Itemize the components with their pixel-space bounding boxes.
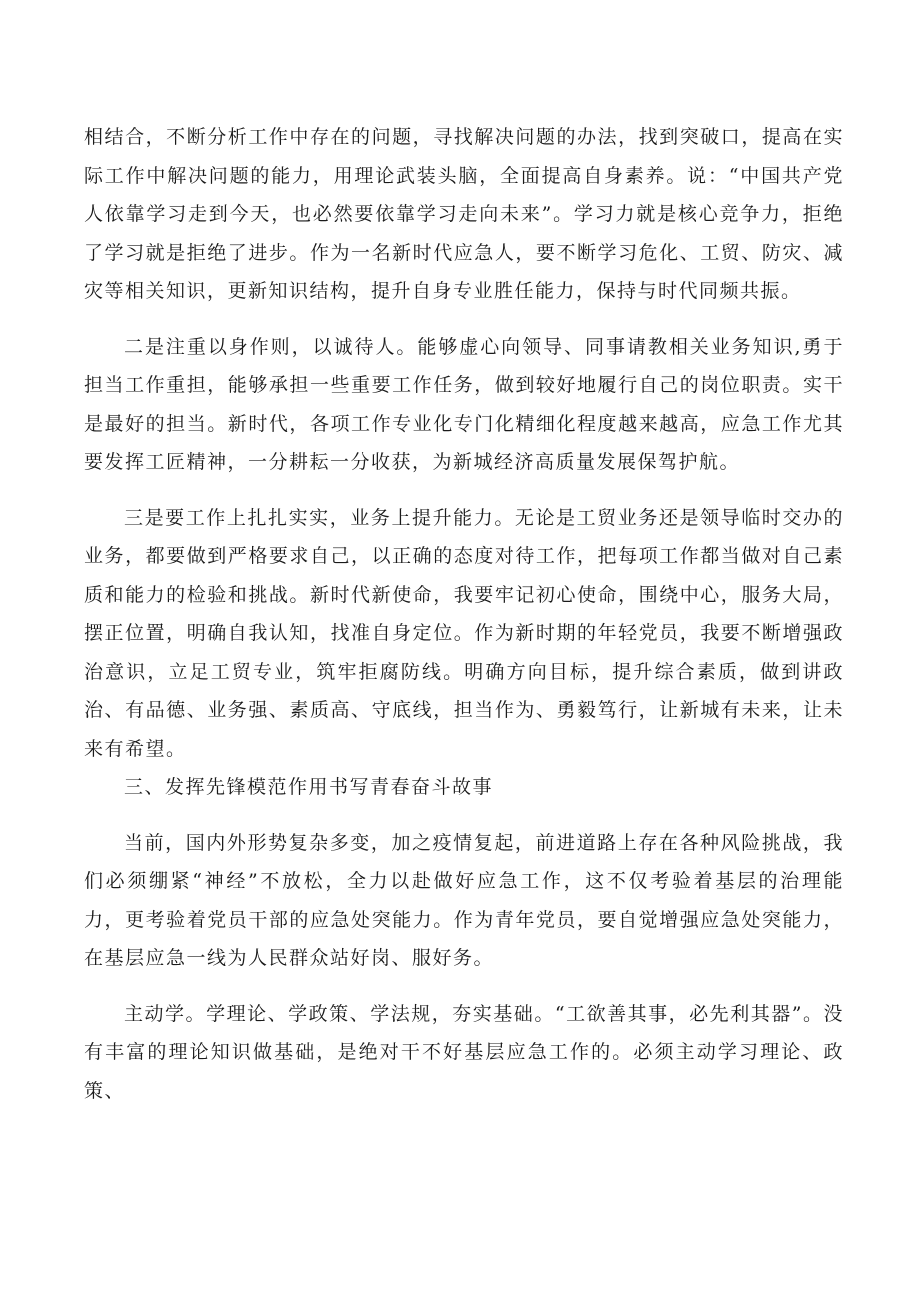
paragraph-lead-by-example: 二是注重以身作则，以诚待人。能够虚心向领导、同事请教相关业务知识,勇于担当工作重担，能够承担一些重要工作任务，做到较好地履行自己的岗位职责。实干是最好的担当。新时代，各项工作专业化专门化精细化程度越来越高，应急工作尤其要发挥工匠精神，一分耕耘一分收获，为新城经济高质量发展保驾护航。: [84, 335, 844, 473]
section-heading-vanguard-role: 三、发挥先锋模范作用书写青春奋斗故事: [124, 776, 494, 798]
paragraph-work-diligently: 三是要工作上扎扎实实，业务上提升能力。无论是工贸业务还是领导临时交办的业务，都要做到严格要求自己，以正确的态度对待工作，把每项工作都当做对自己素质和能力的检验和挑战。新时代新使命，我要牢记初心使命，围绕中心，服务大局，摆正位置，明确自我认知，找准自身定位。作为新时期的年轻党员，我要不断增强政治意识，立足工贸专业，筑牢拒腐防线。明确方向目标，提升综合素质，做到讲政治、有品德、业务强、素质高、守底线，担当作为、勇毅笃行，让新城有未来，让未来有希望。: [84, 506, 844, 760]
document-body: [84, 118, 844, 1110]
paragraph-current-situation: 当前，国内外形势复杂多变，加之疫情复起，前进道路上存在各种风险挑战，我们必须绷紧“神经”不放松，全力以赴做好应急工作，这不仅考验着基层的治理能力，更考验着党员干部的应急处突能力。作为青年党员，要自觉增强应急处突能力，在基层应急一线为人民群众站好岗、服好务。: [84, 831, 844, 969]
paragraph-active-learning: 主动学。学理论、学政策、学法规，夯实基础。“工欲善其事，必先利其器”。没有丰富的理论知识做基础，是绝对干不好基层应急工作的。必须主动学习理论、政策、: [84, 1002, 844, 1102]
paragraph-study-continuation: 相结合，不断分析工作中存在的问题，寻找解决问题的办法，找到突破口，提高在实际工作中解决问题的能力，用理论武装头脑，全面提高自身素养。说：“中国共产党人依靠学习走到今天，也必然要依靠学习走向未来”。学习力就是核心竞争力，拒绝了学习就是拒绝了进步。作为一名新时代应急人，要不断学习危化、工贸、防灾、减灾等相关知识，更新知识结构，提升自身专业胜任能力，保持与时代同频共振。: [84, 126, 844, 302]
